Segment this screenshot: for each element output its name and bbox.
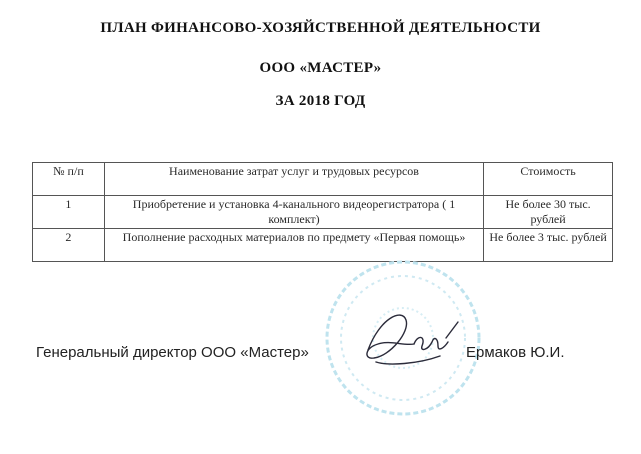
header-name: Наименование затрат услуг и трудовых ресурсов bbox=[104, 163, 483, 196]
plan-table bbox=[32, 162, 613, 262]
row-name: Приобретение и установка 4-канального видеорегистратора ( 1 комплект) bbox=[104, 196, 483, 229]
director-name: Ермаков Ю.И. bbox=[466, 344, 565, 361]
row-number: 1 bbox=[33, 196, 105, 229]
document-title: ПЛАН ФИНАНСОВО-ХОЗЯЙСТВЕННОЙ ДЕЯТЕЛЬНОСТИ bbox=[100, 20, 541, 36]
round-seal-icon bbox=[318, 258, 488, 418]
row-name: Пополнение расходных материалов по предмету «Первая помощь» bbox=[104, 229, 483, 262]
year-heading: ЗА 2018 ГОД bbox=[275, 93, 366, 109]
row-number: 2 bbox=[33, 229, 105, 262]
row-cost: Не более 3 тыс. рублей bbox=[484, 229, 613, 262]
handwritten-signature-icon bbox=[367, 315, 458, 364]
header-number: № п/п bbox=[33, 163, 105, 196]
director-title: Генеральный директор ООО «Мастер» bbox=[36, 344, 309, 361]
table-row bbox=[33, 196, 613, 229]
table-row bbox=[33, 229, 613, 262]
table-header-row bbox=[33, 163, 613, 196]
header-cost: Стоимость bbox=[484, 163, 613, 196]
company-name-heading: ООО «МАСТЕР» bbox=[259, 60, 382, 76]
row-cost: Не более 30 тыс. рублей bbox=[484, 196, 613, 229]
